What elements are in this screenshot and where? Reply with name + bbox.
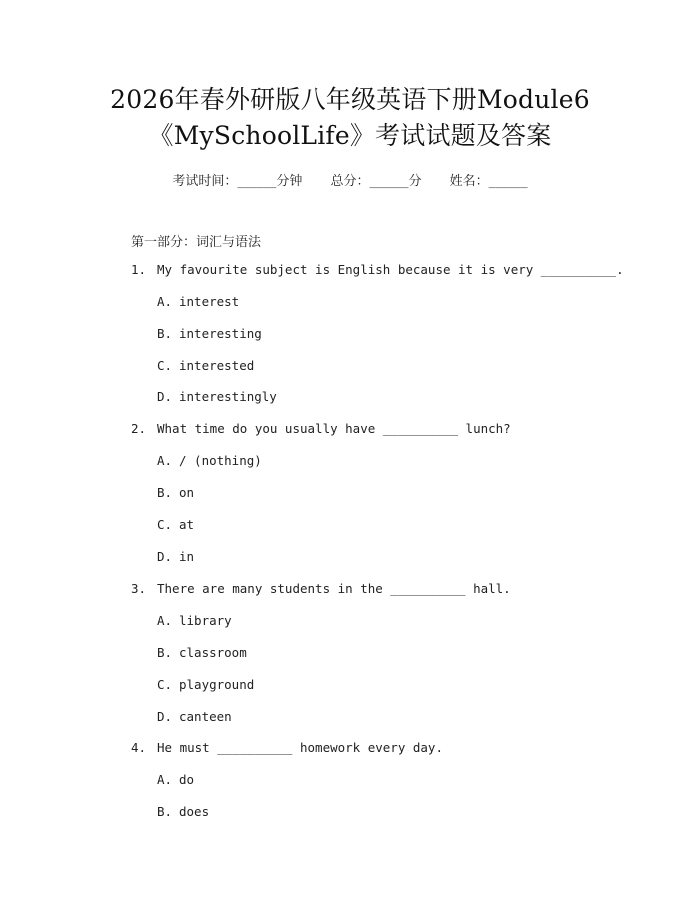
question-4 <box>131 740 443 755</box>
option-text: do <box>179 772 195 787</box>
option-text: interestingly <box>179 389 277 404</box>
option-text: library <box>179 613 232 628</box>
question-3-option-b <box>157 645 247 660</box>
question-number: 2. <box>131 421 147 436</box>
question-3-option-c <box>157 677 254 692</box>
option-text: / (nothing) <box>179 453 262 468</box>
exam-meta <box>0 170 700 189</box>
option-letter: C. <box>157 358 173 373</box>
question-number: 4. <box>131 740 147 755</box>
question-text: There are many students in the __________ hall. <box>157 581 511 596</box>
option-letter: D. <box>157 389 173 404</box>
question-2-option-c <box>157 517 194 532</box>
option-letter: B. <box>157 326 173 341</box>
option-letter: D. <box>157 549 173 564</box>
option-letter: A. <box>157 294 173 309</box>
option-text: playground <box>179 677 255 692</box>
question-1-option-c <box>157 358 254 373</box>
exam-student-name: 姓名：______ <box>449 174 528 189</box>
option-text: classroom <box>179 645 247 660</box>
question-text: What time do you usually have __________ lunch? <box>157 421 511 436</box>
option-text: interested <box>179 358 255 373</box>
question-number: 3. <box>131 581 147 596</box>
section-heading: 第一部分：词汇与语法 <box>131 235 262 250</box>
question-2-option-d <box>157 549 194 564</box>
question-text: He must __________ homework every day. <box>157 740 443 755</box>
question-4-option-a <box>157 772 194 787</box>
option-letter: A. <box>157 613 173 628</box>
question-1-option-d <box>157 389 277 404</box>
option-text: canteen <box>179 709 232 724</box>
title-line-2: 《MySchoolLife》考试试题及答案 <box>148 121 552 150</box>
question-2 <box>131 421 511 436</box>
option-letter: B. <box>157 645 173 660</box>
option-letter: A. <box>157 772 173 787</box>
question-3 <box>131 581 511 596</box>
question-number: 1. <box>131 262 147 277</box>
question-text: My favourite subject is English because it is very __________. <box>157 262 624 277</box>
option-text: interesting <box>179 326 262 341</box>
option-text: on <box>179 485 195 500</box>
exam-time: 考试时间：______分钟 <box>172 174 303 189</box>
page-title <box>0 82 700 154</box>
question-1-option-a <box>157 294 239 309</box>
question-2-option-a <box>157 453 262 468</box>
question-1 <box>131 262 624 277</box>
option-text: at <box>179 517 195 532</box>
option-letter: C. <box>157 517 173 532</box>
exam-total-score: 总分：______分 <box>330 174 422 189</box>
option-letter: D. <box>157 709 173 724</box>
question-3-option-a <box>157 613 232 628</box>
option-text: interest <box>179 294 240 309</box>
option-letter: C. <box>157 677 173 692</box>
option-letter: B. <box>157 804 173 819</box>
title-line-1: 2026年春外研版八年级英语下册Module6 <box>110 85 590 114</box>
option-letter: B. <box>157 485 173 500</box>
question-3-option-d <box>157 709 232 724</box>
option-letter: A. <box>157 453 173 468</box>
option-text: in <box>179 549 195 564</box>
question-4-option-b <box>157 804 209 819</box>
question-2-option-b <box>157 485 194 500</box>
question-1-option-b <box>157 326 262 341</box>
option-text: does <box>179 804 210 819</box>
